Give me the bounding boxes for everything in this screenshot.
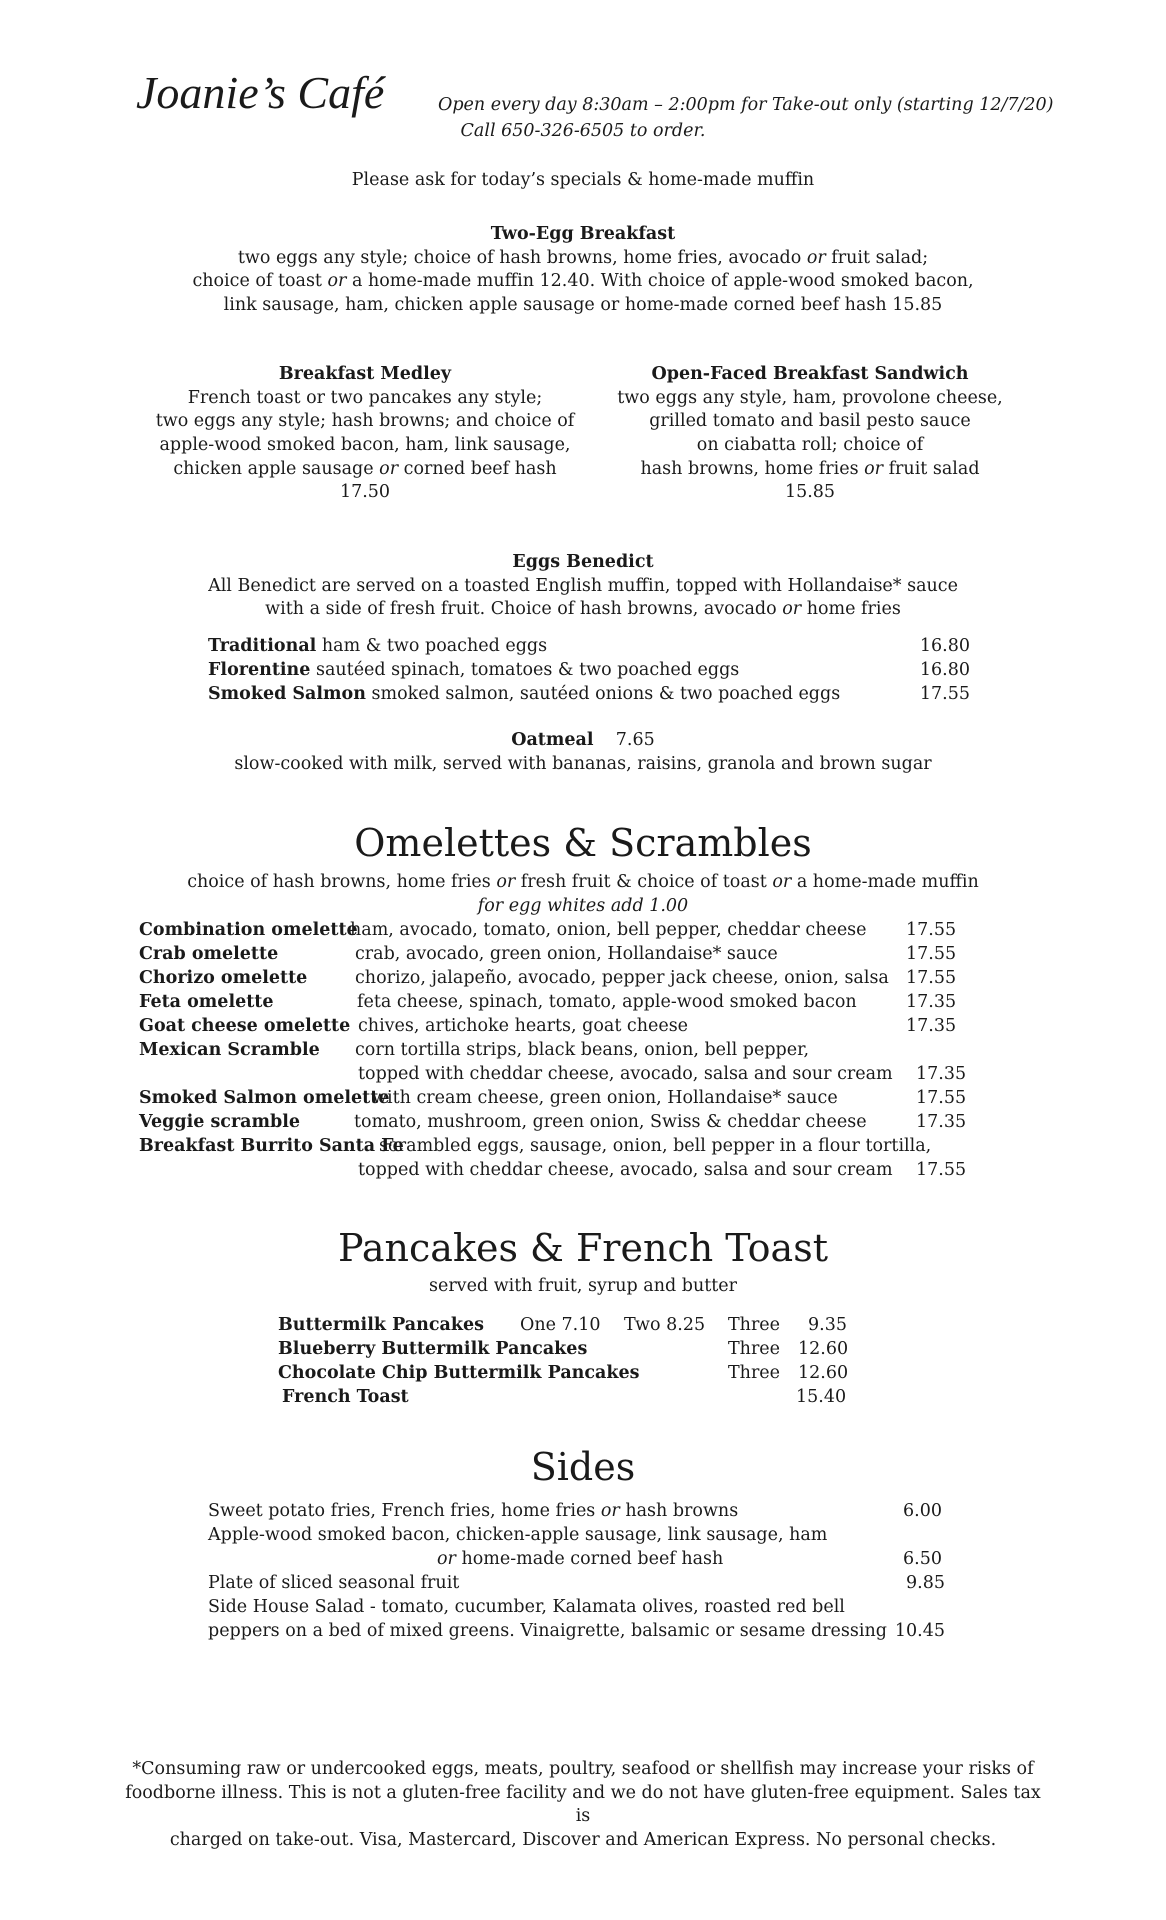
omelette-desc: chives, artichoke hearts, goat cheese [358, 1016, 689, 1036]
omelette-price: 17.55 [916, 1088, 967, 1108]
pancake-three: Three [728, 1363, 781, 1383]
side-price: 6.50 [903, 1549, 942, 1569]
omelette-name: Feta omelette [139, 992, 274, 1012]
omelettes-heading: Omelettes & Scrambles [354, 821, 812, 865]
medley-line4: chicken apple sausage or corned beef hash [173, 458, 557, 479]
pancake-three: Three [728, 1315, 781, 1335]
omelette-desc-cont: topped with cheddar cheese, avocado, salsa and sour cream [358, 1160, 893, 1180]
side-item: Apple-wood smoked bacon, chicken-apple sausage, link sausage, ham [208, 1525, 828, 1545]
two-egg-title: Two-Egg Breakfast [490, 224, 676, 244]
specials-line: Please ask for today’s specials & home-made muffin [351, 170, 815, 190]
benedict-item-price: 17.55 [919, 684, 970, 704]
omelette-name: Goat cheese omelette [139, 1016, 351, 1036]
omelette-desc: corn tortilla strips, black beans, onion, bell pepper, [355, 1040, 810, 1060]
benedict-item [208, 659, 970, 683]
omelette-price: 17.55 [906, 920, 957, 940]
side-item: Sweet potato fries, French fries, home fries or hash browns [208, 1501, 739, 1521]
omelette-price: 17.35 [916, 1112, 967, 1132]
two-egg-line1: two eggs any style; choice of hash browns, home fries, avocado or fruit salad; [237, 247, 929, 268]
two-egg-section [0, 223, 1166, 318]
open-faced-line2: grilled tomato and basil pesto sauce [649, 411, 971, 432]
pancake-price: 12.60 [798, 1363, 849, 1383]
omelette-name: Breakfast Burrito Santa Fe [139, 1136, 404, 1156]
omelette-name: Chorizo omelette [139, 968, 308, 988]
oatmeal-desc: slow-cooked with milk, served with bananas, raisins, granola and brown sugar [234, 753, 932, 774]
omelette-desc: with cream cheese, green onion, Hollandaise* sauce [372, 1088, 838, 1108]
medley-title: Breakfast Medley [278, 364, 452, 384]
omelette-price: 17.55 [906, 968, 957, 988]
pancake-price: 15.40 [796, 1387, 847, 1407]
benedict-title: Eggs Benedict [512, 552, 654, 572]
side-item-cont: or home-made corned beef hash [437, 1549, 724, 1569]
pancakes-heading: Pancakes & French Toast [338, 1226, 828, 1270]
pancake-price: 9.35 [808, 1315, 847, 1335]
omelette-price: 17.55 [916, 1160, 967, 1180]
side-price: 6.00 [903, 1501, 942, 1521]
pancakes-subtitle: served with fruit, syrup and butter [428, 1276, 738, 1296]
open-faced-price: 15.85 [784, 482, 836, 503]
omelette-name: Veggie scramble [139, 1112, 301, 1132]
omelette-name: Crab omelette [139, 944, 279, 964]
benedict-item [208, 635, 970, 659]
omelette-name: Mexican Scramble [139, 1040, 320, 1060]
omelette-desc: feta cheese, spinach, tomato, apple-wood smoked bacon [357, 992, 857, 1012]
pancake-name: French Toast [282, 1387, 409, 1407]
omelette-desc: ham, avocado, tomato, onion, bell pepper, cheddar cheese [350, 920, 867, 940]
side-item: Side House Salad - tomato, cucumber, Kalamata olives, roasted red bell [208, 1597, 845, 1617]
pancake-price: 12.60 [798, 1339, 849, 1359]
side-price: 10.45 [894, 1621, 945, 1641]
pancake-one: One 7.10 [520, 1315, 601, 1335]
benedict-item-desc: ham & two poached eggs [316, 636, 548, 656]
medley-price: 17.50 [339, 482, 391, 503]
sides-heading: Sides [530, 1445, 636, 1489]
pancake-name: Blueberry Buttermilk Pancakes [278, 1339, 588, 1359]
open-faced-line3: on ciabatta roll; choice of [696, 434, 924, 455]
footnote-line: *Consuming raw or undercooked eggs, meats, poultry, seafood or shellfish may increase your risks of [132, 1759, 1034, 1779]
omelette-price: 17.35 [916, 1064, 967, 1084]
omelette-desc: crab, avocado, green onion, Hollandaise* sauce [355, 944, 778, 964]
benedict-item-name: Traditional [208, 636, 317, 656]
benedict-line2: with a side of fresh fruit. Choice of hash browns, avocado or home fries [265, 599, 901, 620]
medley-line1: French toast or two pancakes any style; [187, 387, 543, 408]
two-egg-line2: choice of toast or a home-made muffin 12.40. With choice of apple-wood smoked bacon, [192, 271, 974, 292]
benedict-line1: All Benedict are served on a toasted English muffin, topped with Hollandaise* sauce [208, 575, 958, 596]
oatmeal-price: 7.65 [615, 730, 655, 750]
medley-section [140, 363, 590, 505]
pancake-name: Chocolate Chip Buttermilk Pancakes [278, 1363, 640, 1383]
oatmeal-title: Oatmeal [511, 730, 594, 750]
omelettes-subtitle: choice of hash browns, home fries or fresh fruit & choice of toast or a home-made muffin [187, 872, 979, 892]
open-faced-section [600, 363, 1020, 505]
omelette-desc: tomato, mushroom, green onion, Swiss & cheddar cheese [354, 1112, 867, 1132]
omelette-name: Smoked Salmon omelette [139, 1088, 390, 1108]
benedict-item-price: 16.80 [919, 660, 970, 680]
open-faced-line1: two eggs any style, ham, provolone cheese, [617, 387, 1003, 408]
omelette-desc-cont: topped with cheddar cheese, avocado, salsa and sour cream [358, 1064, 893, 1084]
hours-line: Open every day 8:30am – 2:00pm for Take-out only (starting 12/7/20) [438, 95, 1054, 115]
omelette-price: 17.55 [906, 944, 957, 964]
omelette-desc: chorizo, jalapeño, avocado, pepper jack cheese, onion, salsa [355, 968, 889, 988]
omelette-name: Combination omelette [139, 920, 358, 940]
egg-whites-note: for egg whites add 1.00 [477, 896, 689, 916]
open-faced-title: Open-Faced Breakfast Sandwich [651, 364, 969, 384]
omelette-desc: scrambled eggs, sausage, onion, bell pepper in a flour tortilla, [379, 1136, 932, 1156]
side-item-cont: peppers on a bed of mixed greens. Vinaigrette, balsamic or sesame dressing [208, 1621, 887, 1641]
benedict-item-price: 16.80 [919, 636, 970, 656]
oatmeal-section [0, 729, 1166, 776]
two-egg-line3: link sausage, ham, chicken apple sausage or home-made corned beef hash 15.85 [223, 294, 943, 315]
cafe-name: Joanie’s Café [136, 67, 385, 118]
footnote [120, 1758, 1046, 1853]
pancake-two: Two 8.25 [624, 1315, 706, 1335]
benedict-section [0, 551, 1166, 622]
omelette-price: 17.35 [906, 1016, 957, 1036]
pancake-name: Buttermilk Pancakes [278, 1315, 484, 1335]
call-line: Call 650-326-6505 to order. [460, 121, 706, 141]
side-price: 9.85 [906, 1573, 945, 1593]
omelette-price: 17.35 [906, 992, 957, 1012]
medley-line2: two eggs any style; hash browns; and choice of [155, 411, 575, 432]
side-item: Plate of sliced seasonal fruit [208, 1573, 460, 1593]
benedict-item [208, 683, 970, 707]
benedict-item-name: Florentine [208, 660, 311, 680]
footnote-line: foodborne illness. This is not a gluten-free facility and we do not have gluten-free equipment. Sales tax is [125, 1782, 1041, 1827]
benedict-item-desc: smoked salmon, sautéed onions & two poached eggs [365, 684, 841, 704]
footnote-line: charged on take-out. Visa, Mastercard, Discover and American Express. No personal checks. [169, 1829, 997, 1850]
benedict-item-desc: sautéed spinach, tomatoes & two poached eggs [310, 660, 740, 680]
pancake-three: Three [728, 1339, 781, 1359]
medley-line3: apple-wood smoked bacon, ham, link sausage, [159, 434, 571, 455]
benedict-item-name: Smoked Salmon [208, 684, 366, 704]
open-faced-line4: hash browns, home fries or fruit salad [640, 458, 980, 479]
